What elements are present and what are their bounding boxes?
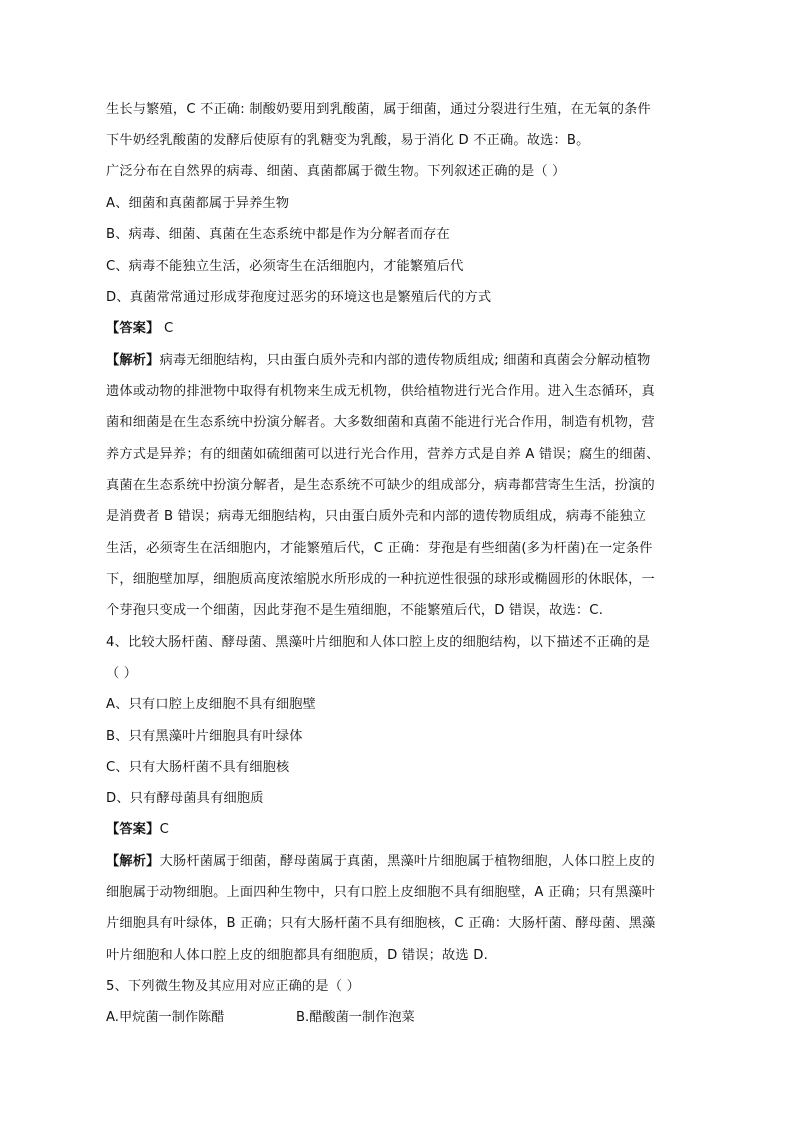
q3-analysis-line-1 (106, 351, 651, 371)
answer-tag: 【答案】 (106, 321, 160, 336)
q3-analysis-line-9: 个芽孢只变成一个细菌，因此芽孢不是生殖细胞，不能繁殖后代，D 错误，故选：C. (106, 603, 604, 618)
q3-analysis-line-4: 养方式是异养；有的细菌如硫细菌可以进行光合作用，营养方式是自养 A 错误；腐生的细菌、 (106, 447, 660, 462)
q3-option-a: A、细菌和真菌都属于异养生物 (106, 196, 290, 211)
answer-tag: 【答案】 (106, 822, 160, 837)
q5-options-row (106, 1008, 415, 1028)
q4-answer (106, 820, 169, 840)
q3-option-c: C、病毒不能独立生活，必须寄生在活细胞内，才能繁殖后代 (106, 259, 464, 274)
q3-stem: 广泛分布在自然界的病毒、细菌、真菌都属于微生物。下列叙述正确的是（ ） (106, 164, 566, 179)
q4-option-b: B、只有黑藻叶片细胞具有叶绿体 (106, 729, 303, 744)
q3-analysis-line-8: 下，细胞壁加厚，细胞质高度浓缩脱水所形成的一种抗逆性很强的球形或椭圆形的休眠体，一 (106, 572, 655, 587)
analysis-tag: 【解析】 (106, 854, 160, 869)
q4-stem-line-2: （ ） (106, 666, 138, 681)
q4-analysis-line-2: 细胞属于动物细胞。上面四种生物中，只有口腔上皮细胞不具有细胞壁，A 正确；只有黑藻叶 (106, 885, 656, 900)
q5-stem: 5、下列微生物及其应用对应正确的是（ ） (106, 979, 360, 994)
q5-option-a: A.甲烷菌一制作陈醋 (106, 1010, 225, 1025)
q2-tail-line-2: 下牛奶经乳酸菌的发酵后使原有的乳糖变为乳酸，易于消化 D 不正确。故选：B。 (106, 133, 590, 148)
q4-stem-line-1: 4、比较大肠杆菌、酵母菌、黑藻叶片细胞和人体口腔上皮的细胞结构，以下描述不正确的是 (106, 635, 651, 650)
q3-analysis-line-3: 菌和细菌是在生态系统中扮演分解者。大多数细菌和真菌不能进行光合作用，制造有机物，营 (106, 415, 655, 430)
q3-answer (106, 319, 173, 339)
q4-analysis-line-4: 叶片细胞和人体口腔上皮的细胞都具有细胞质，D 错误；故选 D. (106, 948, 488, 963)
q3-analysis-line-6: 是消费者 B 错误；病毒无细胞结构，只由蛋白质外壳和内部的遗传物质组成，病毒不能独立 (106, 509, 647, 524)
q2-tail-line-1: 生长与繁殖，C 不正确: 制酸奶要用到乳酸菌，属于细菌，通过分裂进行生殖，在无氧的条件 (106, 102, 651, 117)
q3-option-b: B、病毒、细菌、真菌在生态系统中都是作为分解者而存在 (106, 227, 450, 242)
analysis-tag: 【解析】 (106, 353, 160, 368)
q4-option-a: A、只有口腔上皮细胞不具有细胞壁 (106, 697, 317, 712)
answer-value: C (163, 321, 174, 336)
q5-option-b: B.醋酸菌一制作泡菜 (296, 1010, 415, 1025)
q4-option-c: C、只有大肠杆菌不具有细胞核 (106, 760, 290, 775)
q3-option-d: D、真菌常常通过形成芽孢度过恶劣的环境这也是繁殖后代的方式 (106, 290, 492, 305)
q4-analysis-line-1 (106, 852, 655, 872)
q4-option-d: D、只有酵母菌具有细胞质 (106, 791, 264, 806)
q4-analysis-line-3: 片细胞具有叶绿体，B 正确；只有大肠杆菌不具有细胞核，C 正确：大肠杆菌、酵母菌、黑藻 (106, 916, 656, 931)
analysis-text: 大肠杆菌属于细菌，酵母菌属于真菌，黑藻叶片细胞属于植物细胞，人体口腔上皮的 (159, 854, 655, 869)
answer-value: C (159, 822, 169, 837)
analysis-text: 病毒无细胞结构，只由蛋白质外壳和内部的遗传物质组成; 细菌和真菌会分解动植物 (159, 353, 651, 368)
q3-analysis-line-7: 生活，必须寄生在活细胞内，才能繁殖后代，C 正确：芽孢是有些细菌(多为杆菌)在一定条件 (106, 541, 653, 556)
q3-analysis-line-5: 真菌在生态系统中扮演分解者，是生态系统不可缺少的组成部分，病毒都营寄生生活，扮演的 (106, 478, 655, 493)
q3-analysis-line-2: 遗体或动物的排泄物中取得有机物来生成无机物，供给植物进行光合作用。进入生态循环，真 (106, 384, 655, 399)
